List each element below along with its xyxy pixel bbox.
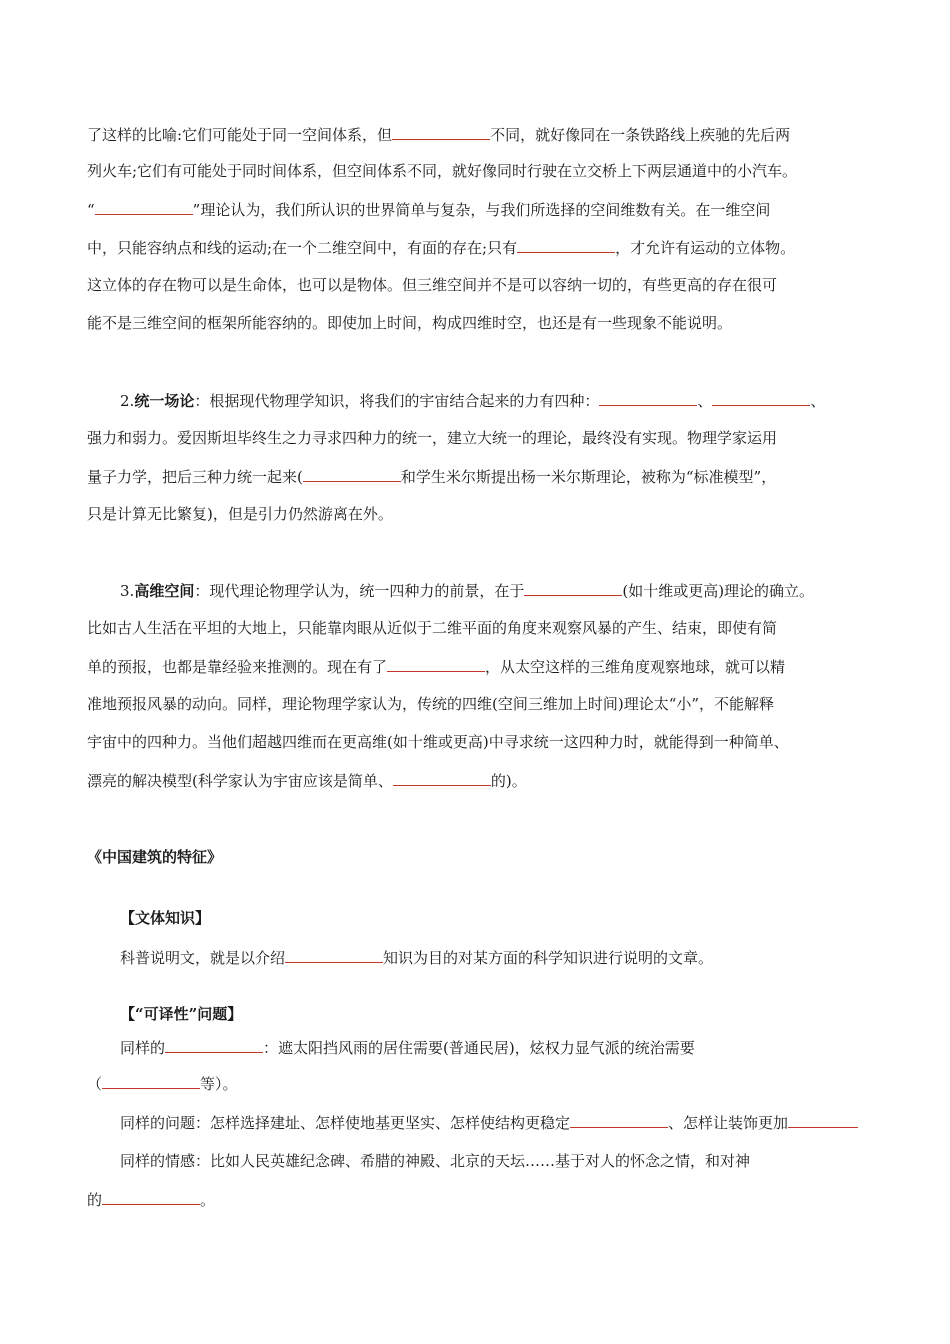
- paragraph-line: [120, 390, 825, 411]
- fill-in-blank[interactable]: [165, 1037, 263, 1053]
- text-run: 量子力学，把后三种力统一起来(: [87, 468, 303, 486]
- text-run: ：遮太阳挡风雨的居住需要(普通民居)，炫权力显气派的统治需要: [263, 1039, 695, 1057]
- text-run: 、: [697, 392, 713, 410]
- paragraph-line: [87, 1189, 215, 1210]
- paragraph-line: [120, 1112, 858, 1133]
- text-run: ”理论认为，我们所认识的世界简单与复杂，与我们所选择的空间维数有关。在一维空间: [192, 201, 771, 219]
- text-run: 不同，就好像同在一条铁路线上疾驰的先后两: [490, 126, 791, 144]
- paragraph-line: [87, 656, 785, 677]
- paragraph-line: [87, 847, 222, 867]
- text-run: ，从太空这样的三维角度观察地球，就可以精: [485, 658, 786, 676]
- text-run: 。: [200, 1191, 216, 1209]
- paragraph-line: [120, 1151, 750, 1171]
- text-run: 单的预报，也都是靠经验来推测的。现在有了: [87, 658, 388, 676]
- paragraph-line: [87, 770, 527, 791]
- text-run: “: [87, 201, 95, 219]
- text-run: ：根据现代物理学知识，将我们的宇宙结合起来的力有四种：: [194, 392, 600, 410]
- fill-in-blank[interactable]: [95, 199, 193, 215]
- paragraph-line: [120, 1004, 242, 1024]
- section-heading: 高维空间: [134, 582, 195, 600]
- section-heading: 统一场论: [134, 392, 195, 410]
- text-run: 比如古人生活在平坦的大地上，只能靠肉眼从近似于二维平面的角度来观察风暴的产生、结束，即使有简: [87, 619, 778, 637]
- paragraph-line: [120, 908, 210, 928]
- section-number: 2.: [120, 392, 135, 410]
- fill-in-blank[interactable]: [599, 390, 697, 406]
- text-run: 准地预报风暴的动向。同样，理论物理学家认为，传统的四维(空间三维加上时间)理论太“小”，不能解释: [87, 695, 775, 713]
- text-run: 科普说明文，就是以介绍: [120, 949, 286, 967]
- text-run: 能不是三维空间的框架所能容纳的。即使加上时间，构成四维时空，也还是有一些现象不能说明。: [87, 314, 733, 332]
- paragraph-line: [87, 313, 732, 333]
- fill-in-blank[interactable]: [788, 1112, 858, 1128]
- subsection-heading: 【“可译性”问题】: [120, 1005, 243, 1023]
- paragraph-line: [87, 199, 770, 220]
- paragraph-line: [87, 428, 777, 448]
- paragraph-line: [87, 466, 776, 487]
- fill-in-blank[interactable]: [392, 124, 490, 140]
- text-run: 中，只能容纳点和线的运动;在一个二维空间中，有面的存在;只有: [87, 239, 518, 257]
- paragraph-line: [87, 732, 789, 752]
- text-run: 知识为目的对某方面的科学知识进行说明的文章。: [383, 949, 714, 967]
- paragraph-line: [87, 618, 777, 638]
- fill-in-blank[interactable]: [387, 656, 485, 672]
- paragraph-line: [120, 580, 814, 601]
- paragraph-line: [87, 275, 777, 295]
- text-run: 了这样的比喻:它们可能处于同一空间体系，但: [87, 126, 393, 144]
- text-run: 和学生米尔斯提出杨一米尔斯理论，被称为“标准模型”，: [400, 468, 777, 486]
- paragraph-line: [87, 161, 797, 181]
- fill-in-blank[interactable]: [712, 390, 810, 406]
- text-run: 的: [87, 1191, 103, 1209]
- subsection-heading: 【文体知识】: [120, 909, 211, 927]
- section-number: 3.: [120, 582, 135, 600]
- text-run: 等）。: [200, 1075, 238, 1093]
- text-run: 同样的: [120, 1039, 166, 1057]
- fill-in-blank[interactable]: [102, 1189, 200, 1205]
- text-run: 列火车;它们有可能处于同时间体系，但空间体系不同，就好像同时行驶在立交桥上下两层通道中的小汽车。: [87, 162, 798, 180]
- text-run: ，才允许有运动的立体物。: [615, 239, 796, 257]
- text-run: 的)。: [490, 772, 527, 790]
- paragraph-line: [120, 947, 713, 968]
- text-run: 只是计算无比繁复)，但是引力仍然游离在外。: [87, 505, 393, 523]
- text-run: 、怎样让装饰更加: [668, 1114, 789, 1132]
- paragraph-line: [87, 1073, 238, 1094]
- fill-in-blank[interactable]: [517, 237, 615, 253]
- text-run: ：现代理论物理学认为，统一四种力的前景，在于: [194, 582, 525, 600]
- fill-in-blank[interactable]: [303, 466, 401, 482]
- text-run: 同样的情感：比如人民英雄纪念碑、希腊的神殿、北京的天坛……基于对人的怀念之情，和对神: [120, 1152, 751, 1170]
- text-run: （: [87, 1075, 103, 1093]
- fill-in-blank[interactable]: [570, 1112, 668, 1128]
- article-title: 《中国建筑的特征》: [87, 848, 223, 866]
- paragraph-line: [87, 694, 774, 714]
- text-run: 宇宙中的四种力。当他们超越四维而在更高维(如十维或更高)中寻求统一这四种力时，就能得到一种简单、: [87, 733, 789, 751]
- paragraph-line: [87, 124, 790, 145]
- text-run: 漂亮的解决模型(科学家认为宇宙应该是简单、: [87, 772, 393, 790]
- fill-in-blank[interactable]: [285, 947, 383, 963]
- text-run: (如十维或更高)理论的确立。: [622, 582, 815, 600]
- fill-in-blank[interactable]: [102, 1073, 200, 1089]
- paragraph-line: [120, 1037, 695, 1058]
- paragraph-line: [87, 504, 393, 524]
- fill-in-blank[interactable]: [524, 580, 622, 596]
- fill-in-blank[interactable]: [393, 770, 491, 786]
- text-run: 、: [810, 392, 826, 410]
- text-run: 同样的问题：怎样选择建址、怎样使地基更坚实、怎样使结构更稳定: [120, 1114, 571, 1132]
- text-run: 这立体的存在物可以是生命体，也可以是物体。但三维空间并不是可以容纳一切的，有些更高的存在很可: [87, 276, 778, 294]
- text-run: 强力和弱力。爱因斯坦毕终生之力寻求四种力的统一，建立大统一的理论，最终没有实现。物理学家运用: [87, 429, 778, 447]
- paragraph-line: [87, 237, 795, 258]
